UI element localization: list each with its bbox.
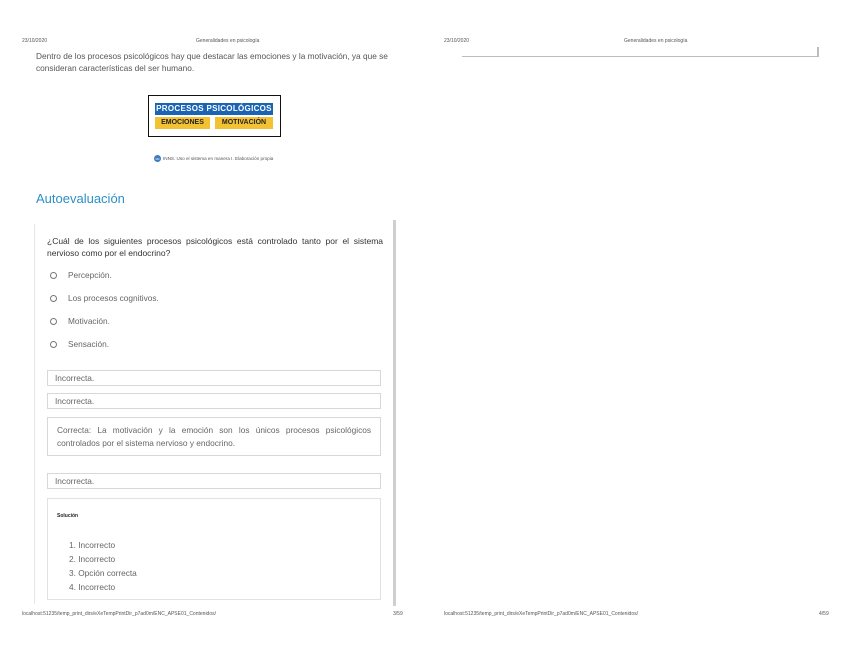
quiz-question: ¿Cuál de los siguientes procesos psicológicos está controlado tanto por el sistema nervioso como por el endocrino?: [47, 236, 383, 258]
option-4[interactable]: [50, 339, 109, 349]
option-label: Los procesos cognitivos.: [68, 293, 159, 303]
figure-motivation-label: MOTIVACIÓN: [215, 117, 273, 129]
option-label: Sensación.: [68, 339, 110, 349]
radio-icon[interactable]: [50, 318, 57, 325]
header-title: Generalidades en psicología: [624, 38, 688, 44]
figure-caption: [154, 155, 273, 162]
footer-url: localhost:51235/temp_print_dirs/eXeTempPrintDir_p7ad0m/ENC_APSE01_Contenidos/: [22, 611, 216, 617]
solution-title: Solución: [57, 513, 79, 519]
header-date: 23/10/2020: [444, 38, 470, 44]
intro-paragraph: Dentro de los procesos psicológicos hay que destacar las emociones y la motivación, ya que se consideran características del ser humano.: [36, 51, 388, 73]
solution-item: 1. Incorrecto: [69, 540, 116, 550]
right-page: [424, 0, 848, 655]
creative-commons-icon: cc: [155, 156, 160, 161]
section-title: Autoevaluación: [36, 191, 125, 206]
figure-top-label: PROCESOS PSICOLÓGICOS: [156, 104, 272, 113]
option-label: Motivación.: [68, 316, 110, 326]
feedback-4: Incorrecta.: [47, 473, 381, 489]
psychological-processes-figure: [148, 95, 281, 137]
header-date: 23/10/2020: [22, 38, 48, 44]
radio-icon[interactable]: [50, 341, 57, 348]
quiz-left-border: [34, 224, 35, 604]
caption-text: INNS. Uso el sistema en manera I. Elaboración propia: [163, 156, 274, 161]
radio-icon[interactable]: [50, 295, 57, 302]
option-2[interactable]: [50, 293, 159, 303]
solution-box: [47, 498, 381, 600]
solution-list: [69, 538, 137, 594]
header-title: Generalidades en psicología: [196, 38, 260, 44]
footer-page-number: 4/59: [819, 611, 829, 617]
option-label: Percepción.: [68, 270, 112, 280]
footer-url: localhost:51235/temp_print_dirs/eXeTempPrintDir_p7ad0m/ENC_APSE01_Contenidos/: [444, 611, 638, 617]
solution-item: 2. Incorrecto: [69, 554, 116, 564]
radio-icon[interactable]: [50, 272, 57, 279]
option-1[interactable]: [50, 270, 112, 280]
solution-item: 3. Opción correcta: [69, 568, 137, 578]
content-border-bottom: [462, 56, 818, 57]
footer-page-number: 3/59: [393, 611, 403, 617]
feedback-1: Incorrecta.: [47, 370, 381, 386]
solution-item: 4. Incorrecto: [69, 582, 116, 592]
feedback-3: Correcta: La motivación y la emoción son los únicos procesos psicológicos controlados por el sistema nervioso y endocrino.: [47, 417, 381, 456]
option-3[interactable]: [50, 316, 110, 326]
figure-emotions-label: EMOCIONES: [155, 117, 210, 129]
feedback-2: Incorrecta.: [47, 393, 381, 409]
quiz-right-border: [393, 220, 396, 606]
